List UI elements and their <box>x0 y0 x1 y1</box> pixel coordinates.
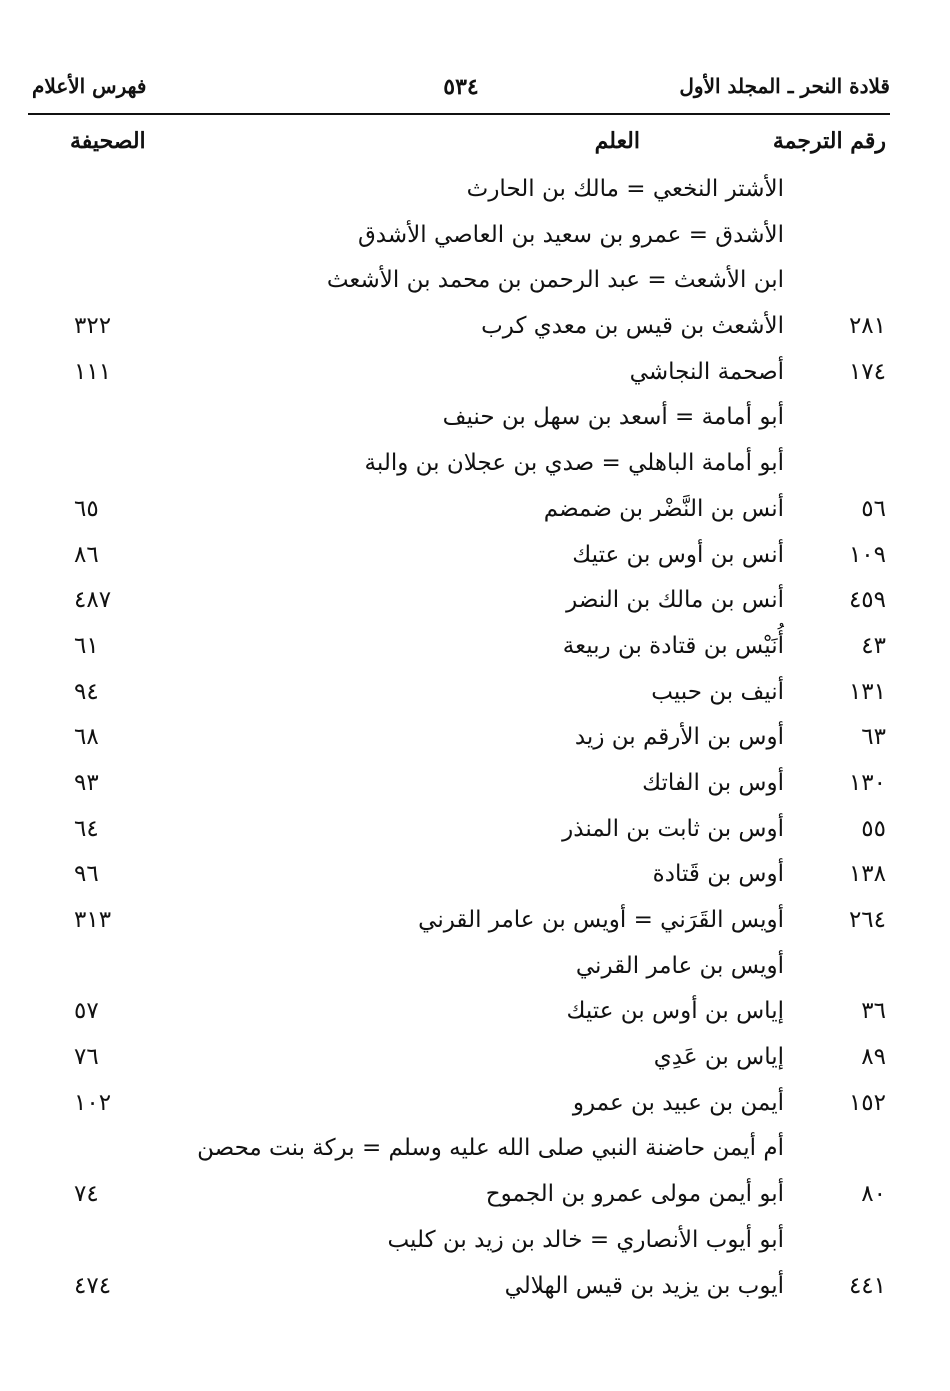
entry-number: ٥٦ <box>861 495 886 522</box>
index-entry <box>0 534 950 580</box>
entry-name: أبو أيوب الأنصاري = خالد بن زيد بن كليب <box>387 1226 784 1253</box>
index-entry <box>0 899 950 945</box>
index-entry <box>0 762 950 808</box>
index-entry <box>0 1219 950 1265</box>
entry-page: ٨٦ <box>74 541 99 568</box>
entry-page: ٥٧ <box>74 998 99 1025</box>
index-entry <box>0 442 950 488</box>
entry-page: ٩٣ <box>74 769 99 796</box>
index-entry <box>0 808 950 854</box>
entry-page: ٣٢٢ <box>74 313 112 340</box>
index-entry <box>0 488 950 534</box>
index-entry <box>0 671 950 717</box>
entry-name: أوس بن الفاتك <box>642 769 784 796</box>
page-header <box>32 74 890 114</box>
entry-name: أويس القَرَني = أويس بن عامر القرني <box>418 907 784 933</box>
entry-number: ٦٣ <box>861 724 886 751</box>
entry-name: أوس بن قَتادة <box>652 861 784 888</box>
entry-number: ٤٣ <box>861 632 886 659</box>
entry-number: ٨٩ <box>861 1044 886 1071</box>
entry-name: أبو أمامة الباهلي = صدي بن عجلان بن والبة <box>364 450 784 477</box>
index-entries <box>0 168 950 1310</box>
entry-number: ١٣١ <box>848 678 886 705</box>
index-entry <box>0 259 950 305</box>
entry-number: ١٣٠ <box>848 769 886 796</box>
entry-name: أُنَيْس بن قتادة بن ربيعة <box>562 632 784 659</box>
entry-name: الأشعث بن قيس بن معدي كرب <box>481 313 784 340</box>
entry-name: أنس بن أوس بن عتيك <box>572 541 784 568</box>
entry-page: ٦٥ <box>74 495 99 522</box>
entry-name: أصحمة النجاشي <box>629 358 784 385</box>
entry-number: ١٠٩ <box>848 541 886 568</box>
entry-name: إياس بن عَدِي <box>653 1044 784 1071</box>
entry-page: ٦٨ <box>74 724 99 751</box>
entry-number: ٢٨١ <box>848 313 886 340</box>
index-entry <box>0 1082 950 1128</box>
column-header-name: العلم <box>594 128 640 154</box>
entry-page: ٤٨٧ <box>74 587 112 614</box>
entry-name: أبو أمامة = أسعد بن سهل بن حنيف <box>442 404 784 431</box>
index-entry <box>0 990 950 1036</box>
index-entry <box>0 305 950 351</box>
entry-number: ٢٦٤ <box>848 907 886 933</box>
entry-number: ١٣٨ <box>848 861 886 888</box>
entry-number: ٣٦ <box>861 998 886 1025</box>
entry-page: ٧٤ <box>74 1181 99 1208</box>
index-entry <box>0 1265 950 1311</box>
entry-page: ٤٧٤ <box>74 1272 112 1299</box>
entry-name: أم أيمن حاضنة النبي صلى الله عليه وسلم = بركة بنت محصن <box>197 1135 784 1162</box>
entry-name: أنس بن النَّضْر بن ضمضم <box>543 495 784 522</box>
index-entry <box>0 168 950 214</box>
entry-name: أنيف بن حبيب <box>651 678 784 705</box>
index-entry <box>0 1036 950 1082</box>
entry-page: ٩٤ <box>74 678 99 705</box>
entry-name: إياس بن أوس بن عتيك <box>566 998 784 1025</box>
book-title: قلادة النحر ـ المجلد الأول <box>679 74 890 98</box>
entry-name: الأشتر النخعي = مالك بن الحارث <box>466 176 784 202</box>
entry-number: ٨٠ <box>861 1181 886 1208</box>
index-title: فهرس الأعلام <box>32 74 147 98</box>
entry-page: ٦٤ <box>74 815 99 842</box>
entry-page: ٣١٣ <box>74 907 112 933</box>
index-entry <box>0 1173 950 1219</box>
column-header-page: الصحيفة <box>70 128 146 154</box>
index-entry <box>0 945 950 991</box>
entry-name: أويس بن عامر القرني <box>575 952 784 979</box>
entry-name: أيوب بن يزيد بن قيس الهلالي <box>504 1272 784 1299</box>
entry-number: ٤٤١ <box>848 1272 886 1299</box>
entry-number: ١٧٤ <box>848 358 886 385</box>
entry-page: ٧٦ <box>74 1044 99 1071</box>
column-header-number: رقم الترجمة <box>772 128 886 154</box>
entry-page: ١١١ <box>74 358 112 385</box>
index-entry <box>0 625 950 671</box>
entry-name: ابن الأشعث = عبد الرحمن بن محمد بن الأشعث <box>326 267 784 294</box>
entry-number: ٥٥ <box>861 815 886 842</box>
index-entry <box>0 716 950 762</box>
entry-name: أوس بن الأرقم بن زيد <box>574 724 784 751</box>
index-entry <box>0 853 950 899</box>
index-entry <box>0 579 950 625</box>
page-number: ٥٣٤ <box>443 74 479 100</box>
entry-number: ٤٥٩ <box>848 587 886 614</box>
entry-page: ٩٦ <box>74 861 99 888</box>
entry-name: أنس بن مالك بن النضر <box>566 587 784 614</box>
entry-page: ٦١ <box>74 632 99 659</box>
header-rule <box>28 113 890 115</box>
entry-name: الأشدق = عمرو بن سعيد بن العاصي الأشدق <box>357 221 784 248</box>
index-entry <box>0 1127 950 1173</box>
index-entry <box>0 351 950 397</box>
entry-name: أبو أيمن مولى عمرو بن الجموح <box>485 1181 784 1208</box>
entry-name: أوس بن ثابت بن المنذر <box>562 815 784 842</box>
entry-name: أيمن بن عبيد بن عمرو <box>572 1089 784 1116</box>
entry-number: ١٥٢ <box>848 1089 886 1116</box>
entry-page: ١٠٢ <box>74 1089 112 1116</box>
index-entry <box>0 396 950 442</box>
index-entry <box>0 214 950 260</box>
